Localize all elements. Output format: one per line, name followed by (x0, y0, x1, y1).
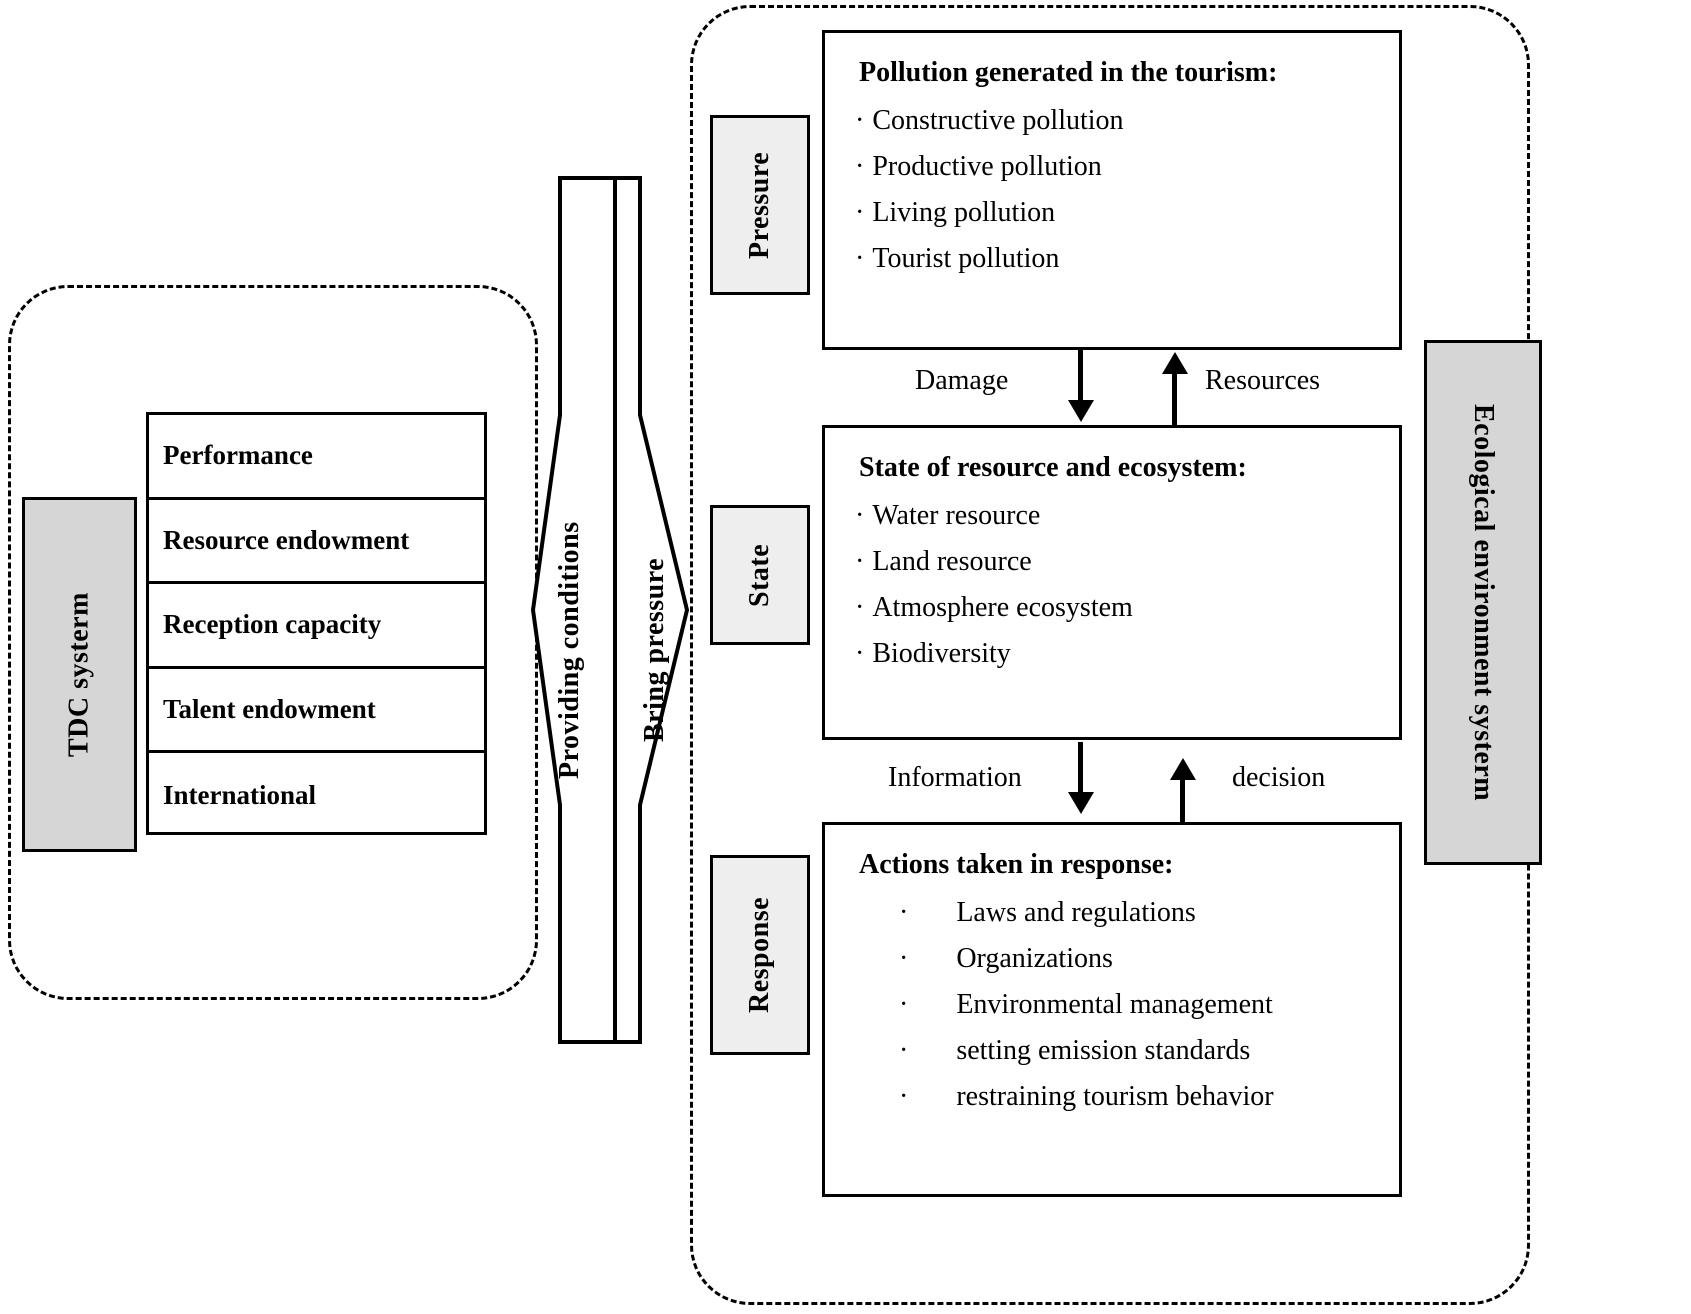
arrow-shaft-information (1078, 742, 1083, 797)
bullet-item (899, 1081, 1377, 1113)
bullet-icon: · (899, 1081, 909, 1112)
arrow-shaft-decision (1180, 778, 1185, 826)
bullet-text: Constructive pollution (872, 105, 1124, 136)
bring-pressure-label: Bring pressure (639, 557, 670, 743)
arrow-label-resources: Resources (1205, 365, 1321, 396)
bullet-item (855, 592, 1377, 624)
bullet-icon: · (899, 943, 909, 974)
bullet-icon: · (855, 500, 865, 531)
bullet-icon: · (899, 897, 909, 928)
bullet-text: restraining tourism behavior (956, 1081, 1274, 1112)
providing-conditions-label: Providing conditions (554, 521, 585, 779)
bullet-text: Land resource (872, 546, 1032, 577)
bullet-item (855, 638, 1377, 670)
bullet-item (855, 243, 1377, 275)
bullet-text: Environmental management (956, 989, 1273, 1020)
arrow-head-decision (1170, 758, 1196, 780)
bullet-text: Water resource (872, 500, 1041, 531)
bullet-icon: · (855, 638, 865, 669)
bullet-item (899, 943, 1377, 975)
response-box-title: Actions taken in response: (859, 849, 1174, 880)
bullet-icon: · (855, 592, 865, 623)
response-content-box (822, 822, 1402, 1197)
tdc-system-label: TDC systerm (22, 497, 137, 852)
bullet-text: Living pollution (872, 197, 1056, 228)
bullet-item (899, 989, 1377, 1021)
arrow-shaft-resources (1172, 372, 1177, 425)
bullet-item (855, 500, 1377, 532)
bullet-icon: · (899, 1035, 909, 1066)
list-item: Resource endowment (149, 500, 484, 585)
arrow-label-damage: Damage (915, 365, 1009, 396)
bullet-item (899, 897, 1377, 929)
state-box-title: State of resource and ecosystem: (859, 452, 1247, 483)
bullet-text: Laws and regulations (956, 897, 1196, 928)
arrow-label-decision: decision (1232, 762, 1326, 793)
bullet-text: Atmosphere ecosystem (872, 592, 1133, 623)
arrow-head-resources (1162, 352, 1188, 374)
bullet-item (855, 197, 1377, 229)
arrow-head-damage (1068, 400, 1094, 422)
bullet-icon: · (899, 989, 909, 1020)
pressure-box-title: Pollution generated in the tourism: (859, 57, 1278, 88)
bullet-icon: · (855, 197, 865, 228)
list-item: International (163, 780, 317, 811)
state-content-box (822, 425, 1402, 740)
list-item: Talent endowment (149, 669, 484, 754)
stage-tag-pressure: Pressure (710, 115, 810, 295)
bullet-icon: · (855, 243, 865, 274)
arrow-label-information: Information (888, 762, 1022, 793)
arrow-shaft-damage (1078, 350, 1083, 405)
bullet-item (855, 105, 1377, 137)
bullet-text: Organizations (956, 943, 1113, 974)
list-item: Performance (149, 415, 484, 500)
tdc-indicator-list (146, 412, 487, 835)
bullet-icon: · (855, 151, 865, 182)
bullet-text: Biodiversity (872, 638, 1011, 669)
bullet-text: Tourist pollution (872, 243, 1060, 274)
bullet-item (855, 546, 1377, 578)
bullet-item (899, 1035, 1377, 1067)
ecological-environment-label: Ecological environment systerm (1424, 340, 1542, 865)
arrow-head-information (1068, 792, 1094, 814)
bullet-icon: · (855, 546, 865, 577)
bullet-icon: · (855, 105, 865, 136)
list-item: Reception capacity (149, 584, 484, 669)
bullet-text: setting emission standards (956, 1035, 1251, 1066)
stage-tag-state: State (710, 505, 810, 645)
bullet-item (855, 151, 1377, 183)
pressure-content-box (822, 30, 1402, 350)
stage-tag-response: Response (710, 855, 810, 1055)
bullet-text: Productive pollution (872, 151, 1102, 182)
